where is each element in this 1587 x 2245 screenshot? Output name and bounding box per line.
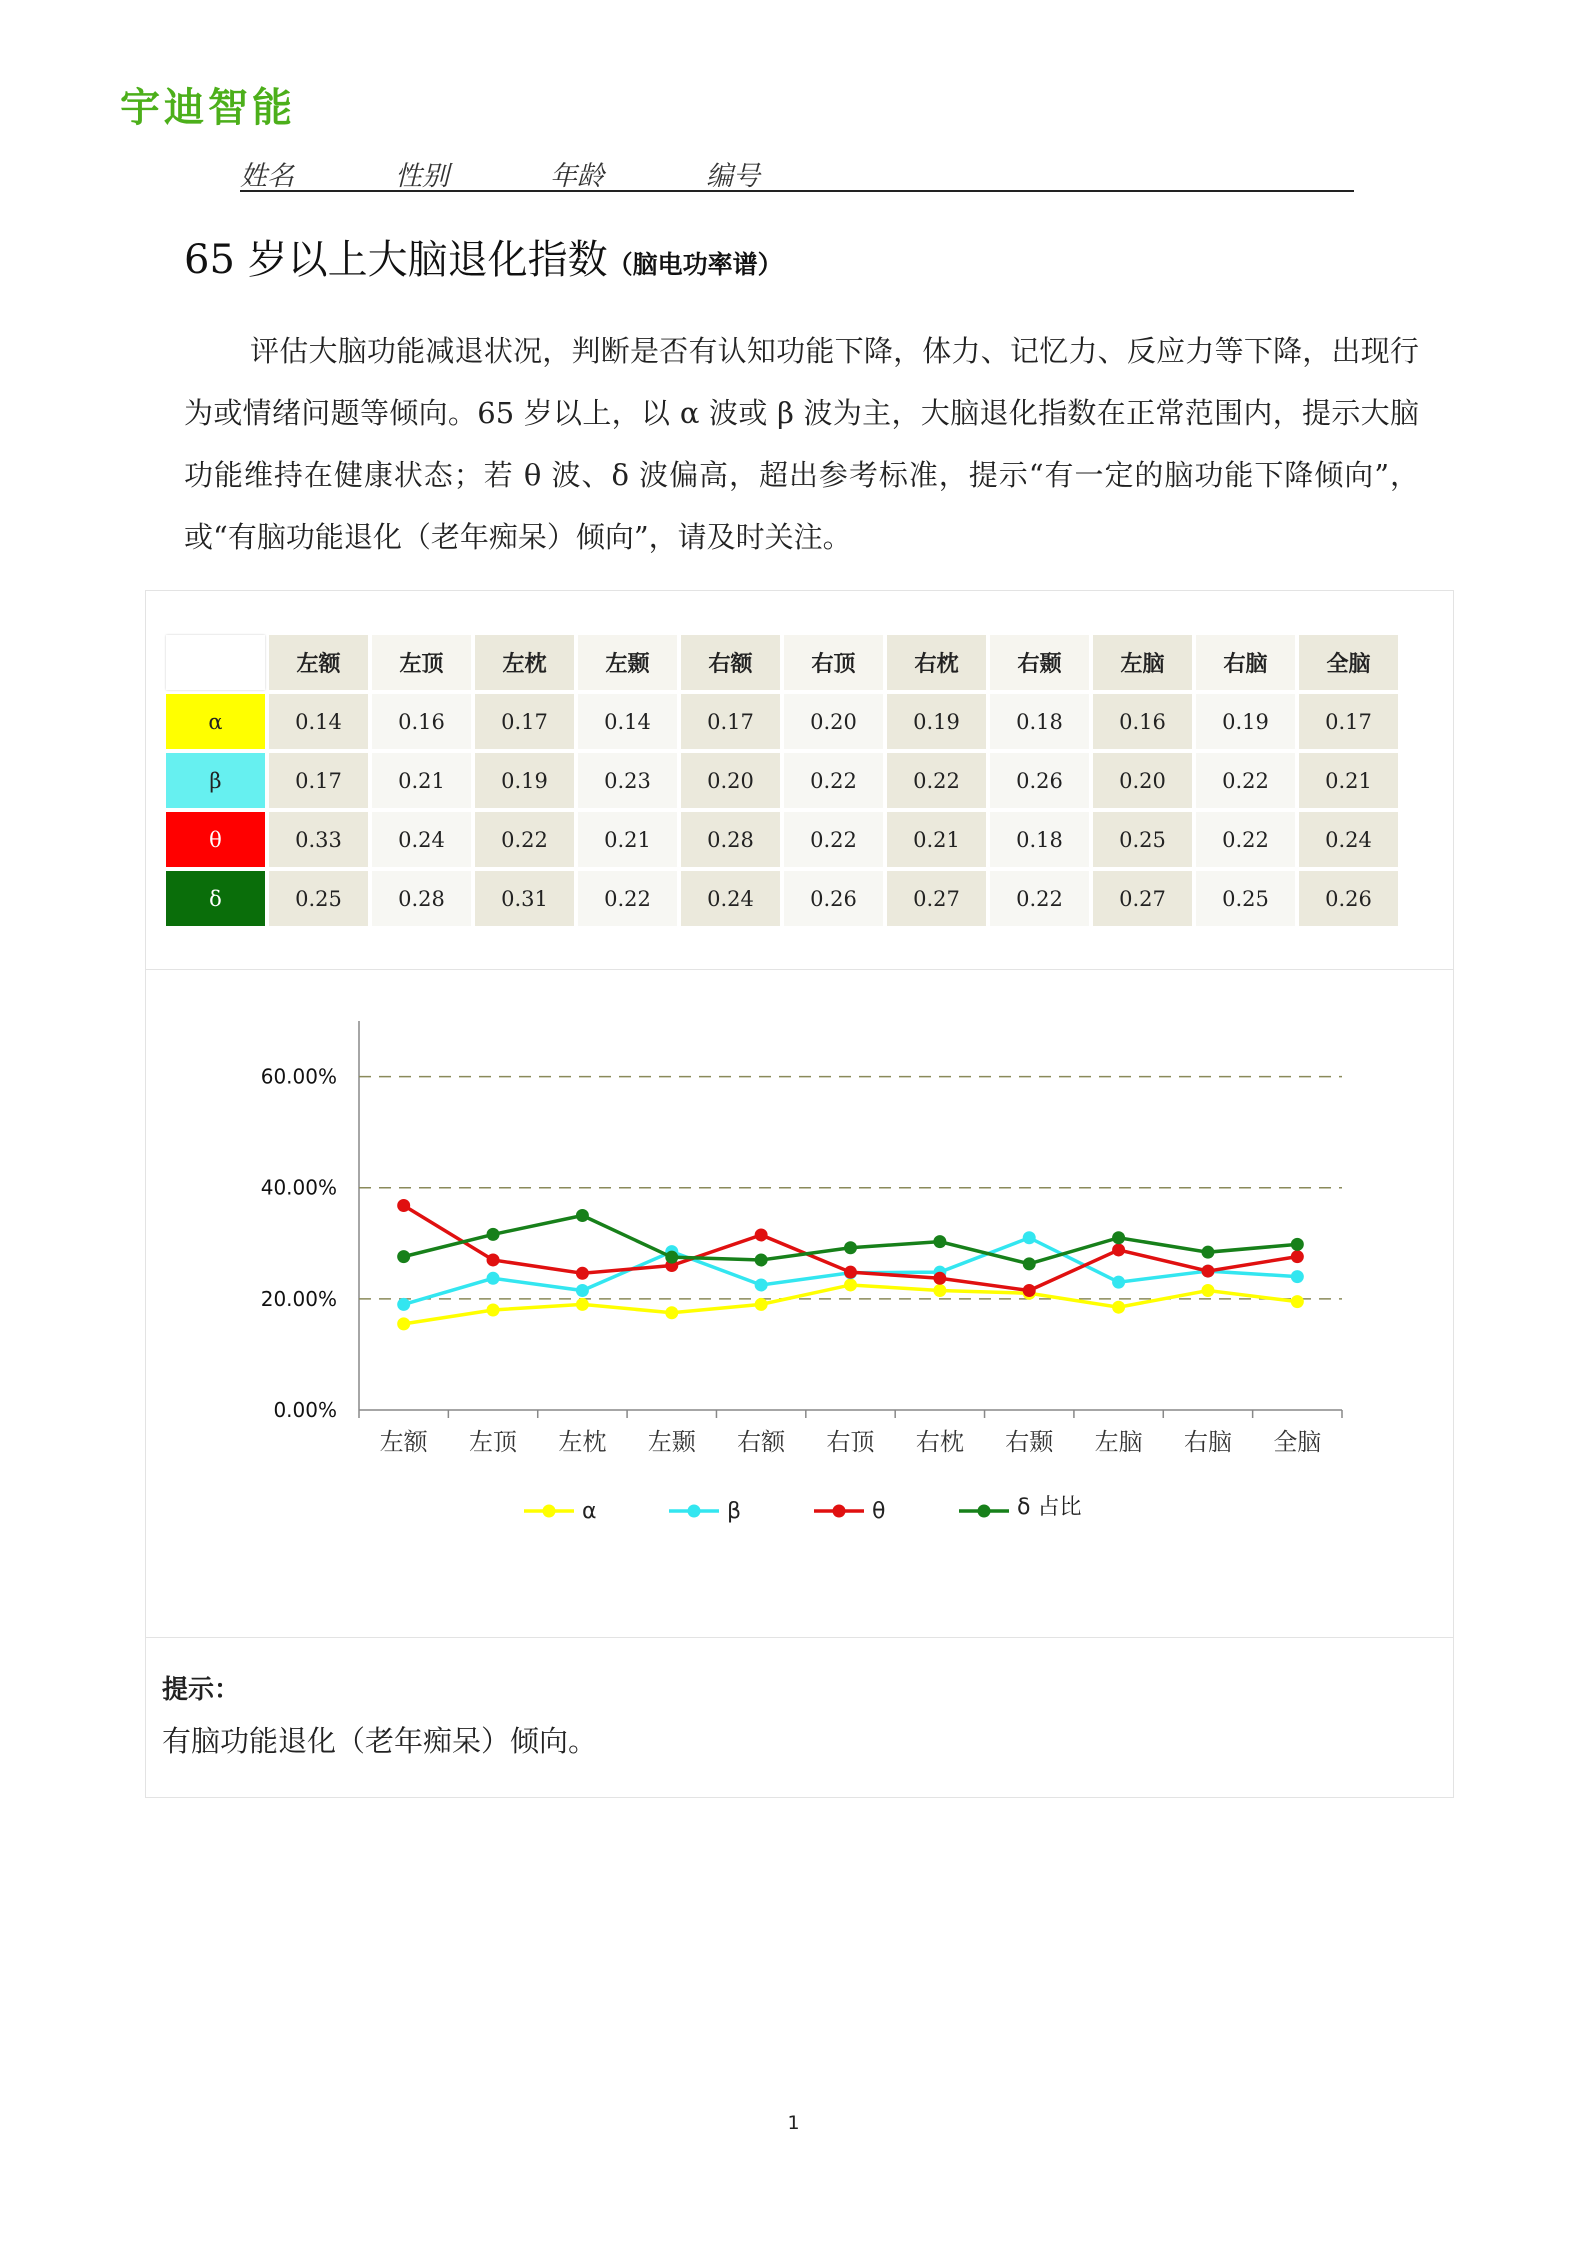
value-cell: 0.22 [784,812,883,867]
page-title-sub: （脑电功率谱） [607,250,783,279]
value-cell: 0.21 [887,812,986,867]
wave-label-cell: δ [166,871,265,926]
line-chart [146,981,1455,1621]
value-cell: 0.14 [578,694,677,749]
data-point [755,1253,768,1266]
value-cell: 0.19 [475,753,574,808]
column-header: 左额 [269,635,368,690]
value-cell: 0.14 [269,694,368,749]
value-cell: 0.21 [1299,753,1398,808]
value-cell: 0.26 [990,753,1089,808]
value-cell: 0.17 [269,753,368,808]
value-cell: 0.20 [1093,753,1192,808]
series-line [404,1216,1298,1264]
legend-marker [833,1505,846,1518]
table-row [166,753,1398,808]
x-tick-label: 左额 [379,1428,428,1456]
data-point [576,1284,589,1297]
data-point [665,1251,678,1264]
column-header: 右顶 [784,635,883,690]
legend-label: θ [872,1499,886,1524]
data-point [576,1267,589,1280]
value-cell: 0.19 [1196,694,1295,749]
value-cell: 0.23 [578,753,677,808]
column-header: 右额 [681,635,780,690]
value-cell: 0.17 [1299,694,1398,749]
value-cell: 0.21 [372,753,471,808]
table-corner-cell [166,635,265,690]
data-point [1112,1243,1125,1256]
column-header: 左枕 [475,635,574,690]
data-point [933,1272,946,1285]
value-cell: 0.17 [681,694,780,749]
value-cell: 0.24 [372,812,471,867]
legend-label: δ 占比 [1017,1495,1082,1520]
hint-title: 提示： [162,1675,241,1705]
name-label: 姓名 [240,161,294,192]
data-point [397,1298,410,1311]
value-cell: 0.27 [1093,871,1192,926]
data-point [1112,1301,1125,1314]
data-point [487,1253,500,1266]
data-point [1291,1250,1304,1263]
page-title-main: 65 岁以上大脑退化指数 [184,237,608,283]
value-cell: 0.19 [887,694,986,749]
value-cell: 0.22 [1196,753,1295,808]
data-point [1023,1231,1036,1244]
value-cell: 0.18 [990,812,1089,867]
x-tick-label: 右顶 [826,1428,875,1456]
column-header: 右枕 [887,635,986,690]
x-tick-label: 右额 [737,1428,786,1456]
result-panel [145,590,1454,1798]
column-header: 左脑 [1093,635,1192,690]
data-point [1023,1257,1036,1270]
data-point [933,1284,946,1297]
wave-label-cell: β [166,753,265,808]
value-cell: 0.26 [784,871,883,926]
brand-logo: 宇迪智能 [120,85,296,131]
value-cell: 0.25 [1196,871,1295,926]
page-title [184,228,783,285]
x-tick-label: 右脑 [1183,1428,1232,1456]
value-cell: 0.24 [681,871,780,926]
column-header: 右颞 [990,635,1089,690]
patient-info-row [240,150,1354,192]
data-point [1291,1270,1304,1283]
value-cell: 0.33 [269,812,368,867]
data-point [397,1199,410,1212]
table-row [166,694,1398,749]
y-tick-label: 0.00% [273,1398,337,1422]
wave-label-cell: θ [166,812,265,867]
age-label: 年龄 [550,161,604,192]
column-header: 左顶 [372,635,471,690]
data-point [487,1272,500,1285]
x-tick-label: 全脑 [1273,1428,1322,1456]
value-cell: 0.27 [887,871,986,926]
value-cell: 0.16 [372,694,471,749]
value-cell: 0.22 [475,812,574,867]
value-cell: 0.20 [784,694,883,749]
data-point [397,1317,410,1330]
gender-label: 性别 [395,161,449,192]
data-point [576,1209,589,1222]
y-tick-label: 60.00% [260,1064,337,1089]
table-row [166,812,1398,867]
x-tick-label: 左脑 [1094,1428,1143,1456]
id-label: 编号 [706,161,760,192]
value-cell: 0.31 [475,871,574,926]
data-point [844,1241,857,1254]
column-header: 右脑 [1196,635,1295,690]
table-row [166,871,1398,926]
legend-label: α [582,1499,597,1524]
value-cell: 0.25 [1093,812,1192,867]
data-point [844,1266,857,1279]
data-point [1201,1265,1214,1278]
data-point [1112,1231,1125,1244]
data-point [487,1303,500,1316]
value-cell: 0.25 [269,871,368,926]
value-cell: 0.22 [784,753,883,808]
value-cell: 0.26 [1299,871,1398,926]
value-cell: 0.28 [681,812,780,867]
data-point [1023,1284,1036,1297]
data-point [397,1250,410,1263]
legend-marker [688,1505,701,1518]
column-header: 左颞 [578,635,677,690]
x-tick-label: 右颞 [1005,1428,1054,1456]
data-point [1201,1284,1214,1297]
line-chart-container [146,981,1455,1625]
data-point [576,1298,589,1311]
data-point [755,1298,768,1311]
data-point [933,1235,946,1248]
y-tick-label: 40.00% [260,1175,337,1200]
value-cell: 0.22 [1196,812,1295,867]
y-tick-label: 20.00% [260,1286,337,1311]
data-point [1291,1295,1304,1308]
x-tick-label: 左枕 [558,1428,607,1456]
value-cell: 0.18 [990,694,1089,749]
table-header-row [166,635,1398,690]
data-point [755,1278,768,1291]
data-point [844,1278,857,1291]
value-cell: 0.17 [475,694,574,749]
page-number: 1 [787,2112,800,2134]
legend-label: β [727,1499,742,1524]
column-header: 全脑 [1299,635,1398,690]
x-tick-label: 右枕 [915,1428,964,1456]
value-cell: 0.24 [1299,812,1398,867]
value-cell: 0.16 [1093,694,1192,749]
legend-marker [978,1505,991,1518]
hint-text: 有脑功能退化（老年痴呆）倾向。 [162,1724,598,1758]
value-cell: 0.22 [990,871,1089,926]
value-cell: 0.28 [372,871,471,926]
wave-table [162,631,1402,930]
value-cell: 0.21 [578,812,677,867]
value-cell: 0.22 [578,871,677,926]
data-point [487,1228,500,1241]
wave-label-cell: α [166,694,265,749]
x-tick-label: 左顶 [469,1428,518,1456]
value-cell: 0.22 [887,753,986,808]
x-tick-label: 左颞 [647,1428,696,1456]
data-point [755,1228,768,1241]
data-point [1291,1238,1304,1251]
divider [146,969,1453,970]
data-point [1112,1276,1125,1289]
divider [146,1637,1453,1638]
data-point [1201,1246,1214,1259]
legend-marker [543,1505,556,1518]
data-point [665,1306,678,1319]
description: 评估大脑功能减退状况，判断是否有认知功能下降，体力、记忆力、反应力等下降，出现行为或情绪问题等倾向。65 岁以上，以 α 波或 β 波为主，大脑退化指数在正常范围内，提示大脑功能维持在健康状态；若 θ 波、δ 波偏高，超出参考标准，提示“有一定的脑功能下降倾向”，或“有脑功能退化（老年痴呆）倾向”，请及时关注。 [184,334,1419,554]
value-cell: 0.20 [681,753,780,808]
